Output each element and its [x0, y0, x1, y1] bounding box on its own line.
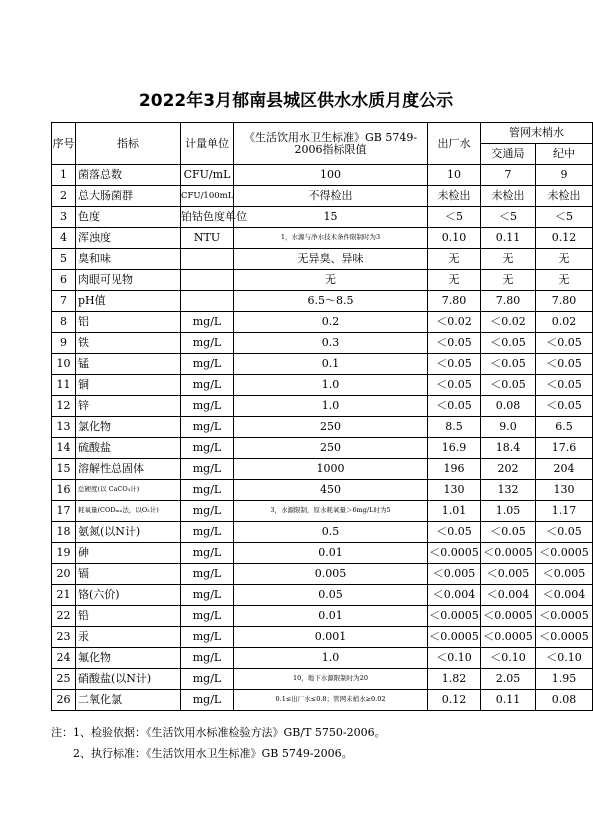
row-indicator: 铬(六价)	[76, 585, 181, 606]
row-site1: 无	[481, 270, 536, 291]
row-site2: 9	[536, 165, 593, 186]
row-unit: CFU/100mL	[181, 186, 234, 207]
row-plant: ＜0.05	[428, 396, 481, 417]
table-row	[52, 585, 593, 606]
row-unit: mg/L	[181, 375, 234, 396]
row-plant: 196	[428, 459, 481, 480]
row-site1: 18.4	[481, 438, 536, 459]
row-limit: 0.01	[234, 543, 428, 564]
row-plant: ＜0.05	[428, 522, 481, 543]
row-indicator: 二氧化氯	[76, 690, 181, 711]
row-indicator: 锌	[76, 396, 181, 417]
row-index: 15	[52, 459, 76, 480]
row-site2: ＜5	[536, 207, 593, 228]
row-site1: ＜0.0005	[481, 543, 536, 564]
table-row	[52, 606, 593, 627]
row-plant: ＜0.0005	[428, 627, 481, 648]
row-index: 14	[52, 438, 76, 459]
row-site1: ＜0.02	[481, 312, 536, 333]
row-site2: 0.08	[536, 690, 593, 711]
row-indicator: 氨氮(以N计)	[76, 522, 181, 543]
table-row	[52, 354, 593, 375]
row-index: 25	[52, 669, 76, 690]
table-row	[52, 312, 593, 333]
row-site2: ＜0.05	[536, 375, 593, 396]
row-limit: 无	[234, 270, 428, 291]
row-limit: 0.05	[234, 585, 428, 606]
row-site1: 2.05	[481, 669, 536, 690]
row-unit: mg/L	[181, 522, 234, 543]
row-unit: mg/L	[181, 480, 234, 501]
row-indicator: 镉	[76, 564, 181, 585]
row-indicator: 砷	[76, 543, 181, 564]
table-row	[52, 207, 593, 228]
row-limit: 0.1	[234, 354, 428, 375]
row-indicator: 浑浊度	[76, 228, 181, 249]
row-limit: 250	[234, 438, 428, 459]
row-unit	[181, 291, 234, 312]
row-indicator: 锰	[76, 354, 181, 375]
row-unit: mg/L	[181, 312, 234, 333]
row-unit: mg/L	[181, 333, 234, 354]
page-title: 2022年3月郁南县城区供水水质月度公示	[138, 91, 454, 111]
row-plant: 0.10	[428, 228, 481, 249]
row-index: 19	[52, 543, 76, 564]
row-unit: mg/L	[181, 438, 234, 459]
row-unit: mg/L	[181, 417, 234, 438]
row-site2: ＜0.05	[536, 522, 593, 543]
row-plant: 10	[428, 165, 481, 186]
row-index: 6	[52, 270, 76, 291]
row-site1: ＜0.005	[481, 564, 536, 585]
row-site2: 无	[536, 249, 593, 270]
row-limit: 0.2	[234, 312, 428, 333]
row-site1: 无	[481, 249, 536, 270]
row-plant: 130	[428, 480, 481, 501]
row-plant: ＜0.004	[428, 585, 481, 606]
row-unit: mg/L	[181, 564, 234, 585]
table-row	[52, 249, 593, 270]
header-site1: 交通局	[481, 144, 536, 165]
row-plant: ＜0.005	[428, 564, 481, 585]
row-limit: 0.005	[234, 564, 428, 585]
row-indicator: 铝	[76, 312, 181, 333]
table-row	[52, 186, 593, 207]
water-quality-table	[51, 122, 593, 711]
row-site1: ＜0.05	[481, 354, 536, 375]
row-site1: 0.11	[481, 690, 536, 711]
row-site2: ＜0.10	[536, 648, 593, 669]
row-index: 18	[52, 522, 76, 543]
row-plant: 16.9	[428, 438, 481, 459]
row-plant: ＜0.05	[428, 354, 481, 375]
row-limit: 450	[234, 480, 428, 501]
row-index: 4	[52, 228, 76, 249]
table-row	[52, 333, 593, 354]
header-plant: 出厂水	[428, 123, 481, 165]
row-index: 8	[52, 312, 76, 333]
row-index: 13	[52, 417, 76, 438]
row-site1: 7.80	[481, 291, 536, 312]
row-unit: mg/L	[181, 669, 234, 690]
row-site1: ＜0.05	[481, 522, 536, 543]
row-limit: 0.01	[234, 606, 428, 627]
note-line-2: 2、执行标准：《生活饮用水卫生标准》GB 5749-2006。	[51, 747, 353, 760]
header-indicator: 指标	[76, 123, 181, 165]
row-unit: mg/L	[181, 648, 234, 669]
table-row	[52, 522, 593, 543]
row-limit: 0.001	[234, 627, 428, 648]
row-plant: ＜5	[428, 207, 481, 228]
row-indicator: 总大肠菌群	[76, 186, 181, 207]
row-site1: 未检出	[481, 186, 536, 207]
row-index: 24	[52, 648, 76, 669]
row-indicator: 硫酸盐	[76, 438, 181, 459]
row-plant: 1.01	[428, 501, 481, 522]
row-limit: 1.0	[234, 375, 428, 396]
row-index: 21	[52, 585, 76, 606]
row-site1: 132	[481, 480, 536, 501]
table-row	[52, 543, 593, 564]
row-site2: ＜0.0005	[536, 627, 593, 648]
row-limit: 0.1≤出厂水≤0.8；管网末梢水≥0.02	[234, 690, 428, 711]
row-unit: mg/L	[181, 585, 234, 606]
table-row	[52, 396, 593, 417]
row-plant: ＜0.0005	[428, 543, 481, 564]
row-plant: ＜0.05	[428, 333, 481, 354]
row-index: 22	[52, 606, 76, 627]
row-index: 16	[52, 480, 76, 501]
row-site2: ＜0.004	[536, 585, 593, 606]
table-row	[52, 564, 593, 585]
row-limit: 1.0	[234, 648, 428, 669]
row-unit: mg/L	[181, 501, 234, 522]
row-indicator: 色度	[76, 207, 181, 228]
row-limit: 0.3	[234, 333, 428, 354]
row-index: 9	[52, 333, 76, 354]
header-site2: 纪中	[536, 144, 593, 165]
row-indicator: 总硬度(以 CaCO₃计)	[76, 480, 181, 501]
row-limit: 6.5～8.5	[234, 291, 428, 312]
row-index: 11	[52, 375, 76, 396]
row-site1: 7	[481, 165, 536, 186]
row-limit: 无异臭、异味	[234, 249, 428, 270]
row-index: 2	[52, 186, 76, 207]
row-indicator: 氯化物	[76, 417, 181, 438]
row-plant: 无	[428, 270, 481, 291]
table-row	[52, 270, 593, 291]
row-index: 1	[52, 165, 76, 186]
row-unit: mg/L	[181, 396, 234, 417]
row-plant: ＜0.05	[428, 375, 481, 396]
row-index: 23	[52, 627, 76, 648]
row-site2: 未检出	[536, 186, 593, 207]
row-index: 26	[52, 690, 76, 711]
row-unit: NTU	[181, 228, 234, 249]
row-indicator: 氟化物	[76, 648, 181, 669]
row-plant: ＜0.0005	[428, 606, 481, 627]
row-plant: 7.80	[428, 291, 481, 312]
row-limit: 15	[234, 207, 428, 228]
table-row	[52, 627, 593, 648]
table-row	[52, 501, 593, 522]
table-row	[52, 438, 593, 459]
row-site1: 0.08	[481, 396, 536, 417]
row-unit: mg/L	[181, 543, 234, 564]
row-site1: ＜0.05	[481, 375, 536, 396]
row-site1: ＜0.10	[481, 648, 536, 669]
row-site1: 1.05	[481, 501, 536, 522]
row-indicator: 臭和味	[76, 249, 181, 270]
row-site1: ＜0.05	[481, 333, 536, 354]
table-row	[52, 690, 593, 711]
row-indicator: 铜	[76, 375, 181, 396]
row-index: 3	[52, 207, 76, 228]
row-site2: 17.6	[536, 438, 593, 459]
row-site1: ＜5	[481, 207, 536, 228]
row-index: 17	[52, 501, 76, 522]
row-site1: 9.0	[481, 417, 536, 438]
row-index: 12	[52, 396, 76, 417]
row-plant: 0.12	[428, 690, 481, 711]
table-row	[52, 459, 593, 480]
row-limit: 3，水源限制，原水耗氧量＞6mg/L时为5	[234, 501, 428, 522]
row-unit	[181, 249, 234, 270]
table-row	[52, 480, 593, 501]
row-site2: ＜0.005	[536, 564, 593, 585]
row-indicator: 铅	[76, 606, 181, 627]
row-plant: ＜0.02	[428, 312, 481, 333]
row-indicator: 汞	[76, 627, 181, 648]
table-row	[52, 648, 593, 669]
row-indicator: 肉眼可见物	[76, 270, 181, 291]
row-indicator: 铁	[76, 333, 181, 354]
notes	[51, 722, 386, 764]
row-site2: 7.80	[536, 291, 593, 312]
row-site1: 0.11	[481, 228, 536, 249]
row-index: 20	[52, 564, 76, 585]
table-row	[52, 669, 593, 690]
row-site2: 无	[536, 270, 593, 291]
row-unit: mg/L	[181, 627, 234, 648]
row-limit: 1，水源与净水技术条件限制时为3	[234, 228, 428, 249]
row-plant: 未检出	[428, 186, 481, 207]
table-row	[52, 165, 593, 186]
row-indicator: 溶解性总固体	[76, 459, 181, 480]
header-index: 序号	[52, 123, 76, 165]
row-limit: 0.5	[234, 522, 428, 543]
row-limit: 100	[234, 165, 428, 186]
row-site2: ＜0.05	[536, 333, 593, 354]
row-unit: mg/L	[181, 606, 234, 627]
row-site2: 1.17	[536, 501, 593, 522]
row-site1: ＜0.0005	[481, 627, 536, 648]
row-unit: mg/L	[181, 690, 234, 711]
row-indicator: 耗氧量(CODₘₙ法，以O₂计)	[76, 501, 181, 522]
row-site2: ＜0.0005	[536, 543, 593, 564]
row-site2: 130	[536, 480, 593, 501]
table-row	[52, 375, 593, 396]
row-site2: 0.02	[536, 312, 593, 333]
row-site2: 204	[536, 459, 593, 480]
row-index: 7	[52, 291, 76, 312]
row-site2: 1.95	[536, 669, 593, 690]
header-standard: 《生活饮用水卫生标准》GB 5749-2006指标限值	[234, 123, 428, 165]
row-site2: ＜0.05	[536, 354, 593, 375]
row-unit: 铂钴色度单位	[181, 207, 234, 228]
row-plant: 8.5	[428, 417, 481, 438]
row-site2: ＜0.0005	[536, 606, 593, 627]
header-unit: 计量单位	[181, 123, 234, 165]
header-network: 管网末梢水	[481, 123, 593, 144]
row-index: 5	[52, 249, 76, 270]
row-site2: ＜0.05	[536, 396, 593, 417]
row-site2: 0.12	[536, 228, 593, 249]
row-unit: CFU/mL	[181, 165, 234, 186]
row-plant: 1.82	[428, 669, 481, 690]
row-limit: 不得检出	[234, 186, 428, 207]
row-limit: 1000	[234, 459, 428, 480]
note-line-1: 注：1、检验依据：《生活饮用水标准检验方法》GB/T 5750-2006。	[51, 726, 386, 739]
row-unit: mg/L	[181, 354, 234, 375]
row-plant: ＜0.10	[428, 648, 481, 669]
row-plant: 无	[428, 249, 481, 270]
table-row	[52, 417, 593, 438]
table-row	[52, 291, 593, 312]
row-site1: 202	[481, 459, 536, 480]
row-indicator: 菌落总数	[76, 165, 181, 186]
row-limit: 1.0	[234, 396, 428, 417]
row-site2: 6.5	[536, 417, 593, 438]
row-indicator: pH值	[76, 291, 181, 312]
row-limit: 250	[234, 417, 428, 438]
table-row	[52, 228, 593, 249]
row-site1: ＜0.004	[481, 585, 536, 606]
row-indicator: 硝酸盐(以N计)	[76, 669, 181, 690]
row-site1: ＜0.0005	[481, 606, 536, 627]
row-limit: 10，地下水源限制时为20	[234, 669, 428, 690]
row-unit	[181, 270, 234, 291]
row-unit: mg/L	[181, 459, 234, 480]
row-index: 10	[52, 354, 76, 375]
